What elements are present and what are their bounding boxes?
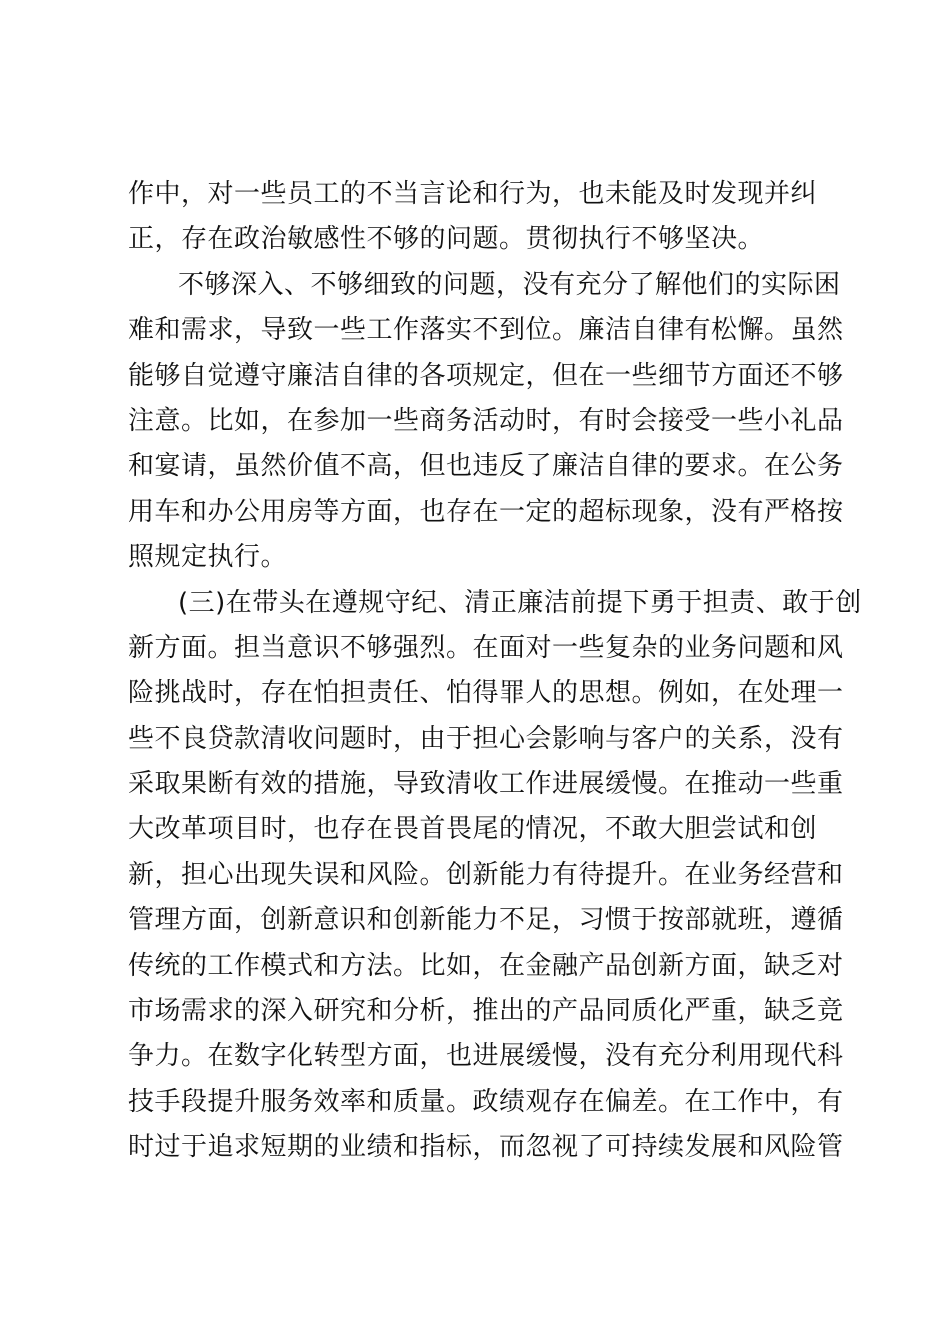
text-line: 大改革项目时，也存在畏首畏尾的情况，不敢大胆尝试和创 [128,814,818,845]
text-line: 注意。比如，在参加一些商务活动时，有时会接受一些小礼品 [128,405,844,436]
text-line: 难和需求，导致一些工作落实不到位。廉洁自律有松懈。虽然 [128,315,844,346]
text-line: 用车和办公用房等方面，也存在一定的超标现象，没有严格按 [128,496,844,527]
text-line: 作中，对一些员工的不当言论和行为，也未能及时发现并纠 [128,179,818,209]
document-body [128,172,862,1171]
text-line: 管理方面，创新意识和创新能力不足，习惯于按部就班，遵循 [128,905,844,936]
text-line: (三)在带头在遵规守纪、清正廉洁前提下勇于担责、敢于创 [178,587,862,618]
text-line: 新，担心出现失误和风险。创新能力有待提升。在业务经营和 [128,859,844,890]
text-line: 险挑战时，存在怕担责任、怕得罪人的思想。例如，在处理一 [128,678,844,709]
text-line: 和宴请，虽然价值不高，但也违反了廉洁自律的要求。在公务 [128,451,844,482]
text-line: 技手段提升服务效率和质量。政绩观存在偏差。在工作中，有 [128,1086,844,1117]
text-line: 传统的工作模式和方法。比如，在金融产品创新方面，缺乏对 [128,950,844,981]
text-line: 正，存在政治敏感性不够的问题。贯彻执行不够坚决。 [128,224,765,255]
text-line: 新方面。担当意识不够强烈。在面对一些复杂的业务问题和风 [128,632,844,663]
text-line: 照规定执行。 [128,542,288,573]
text-line: 能够自觉遵守廉洁自律的各项规定，但在一些细节方面还不够 [128,360,844,391]
text-line: 采取果断有效的措施，导致清收工作进展缓慢。在推动一些重 [128,769,844,800]
text-line: 时过于追求短期的业绩和指标，而忽视了可持续发展和风险管 [128,1132,844,1163]
text-line: 市场需求的深入研究和分析，推出的产品同质化严重，缺乏竞 [128,996,844,1027]
text-line: 争力。在数字化转型方面，也进展缓慢，没有充分利用现代科 [128,1041,844,1072]
text-line: 不够深入、不够细致的问题，没有充分了解他们的实际困 [178,269,841,300]
text-line: 些不良贷款清收问题时，由于担心会影响与客户的关系，没有 [128,723,844,754]
